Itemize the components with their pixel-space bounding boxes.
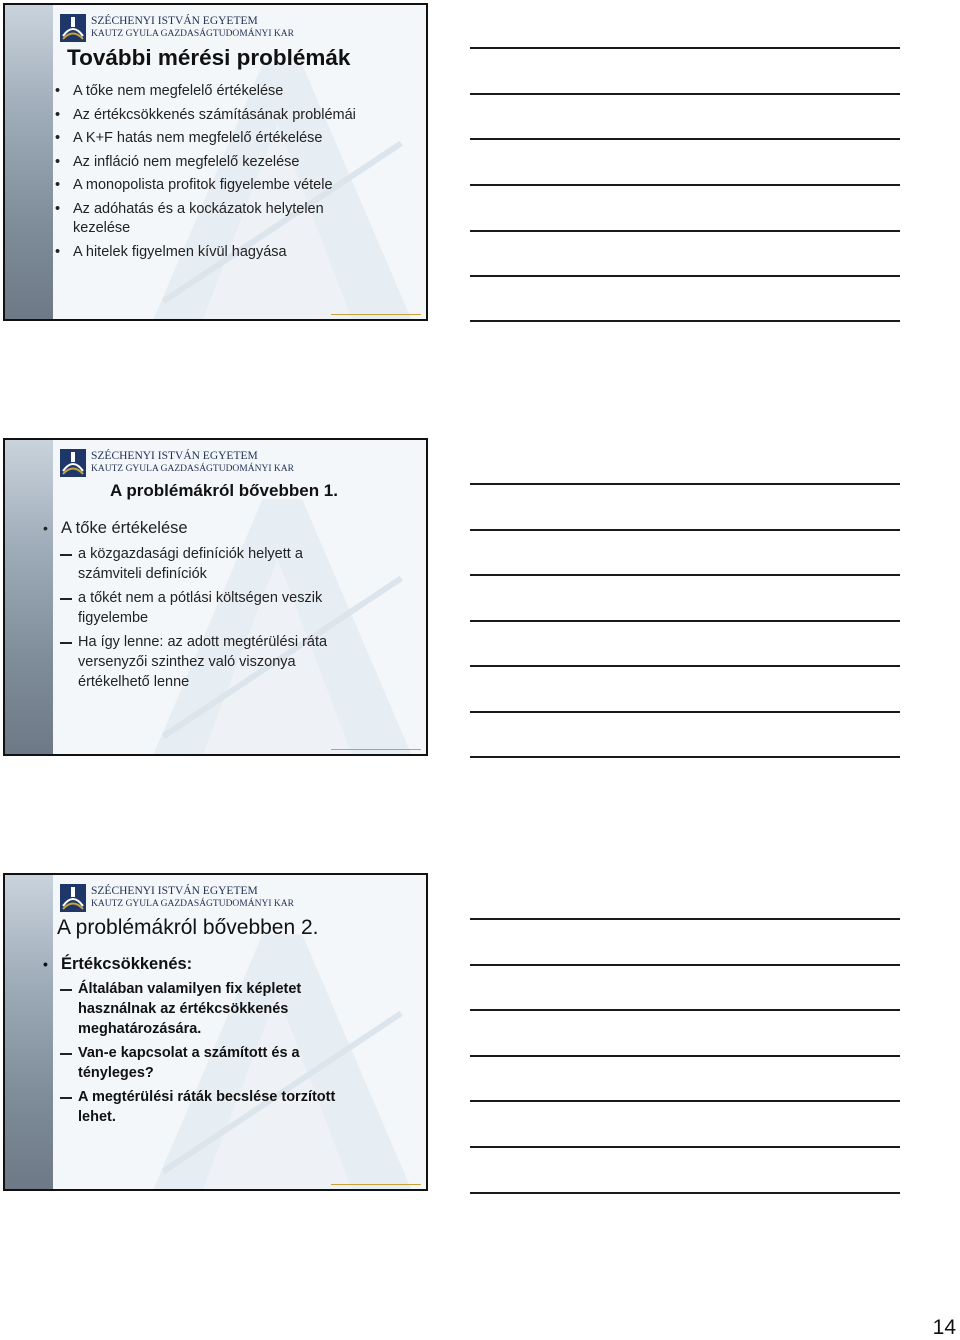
slide-sidebar-image [5,5,53,319]
note-line [470,138,900,140]
bullet-item: • A tőke értékelése [43,517,188,539]
bullet-item: • Értékcsökkenés: [43,953,192,975]
sub-bullet-item: A megtérülési ráták becslése torzított lehet. [60,1087,360,1127]
sub-bullet-item: a közgazdasági definíciók helyett a számviteli definíciók [60,544,370,584]
slide-sidebar-image [5,440,53,754]
bullet-item: • A monopolista profitok figyelembe vétele [55,176,400,196]
note-line [470,483,900,485]
footer-line [331,314,421,315]
slide-1 [3,3,428,321]
bullet-item: • A tőke nem megfelelő értékelése [55,82,400,102]
university-logo-icon [60,884,86,912]
note-line [470,711,900,713]
slide-header [60,881,294,915]
note-line [470,1100,900,1102]
bullet-item: • Az értékcsökkenés számításának problémái [55,106,400,126]
note-line [470,574,900,576]
note-line [470,665,900,667]
bullet-list [55,82,400,266]
bullet-item: • A K+F hatás nem megfelelő értékelése [55,129,400,149]
page-number: 14 [932,1316,956,1339]
sub-bullet-list [60,979,360,1131]
note-line [470,320,900,322]
note-line [470,93,900,95]
footer-line [331,749,421,750]
note-line [470,1009,900,1011]
slide-title: A problémákról bővebben 1. [110,481,338,500]
footer-line [331,1184,421,1185]
note-line [470,964,900,966]
sub-bullet-item: a tőkét nem a pótlási költségen veszik figyelembe [60,588,370,628]
sub-bullet-item: Ha így lenne: az adott megtérülési ráta versenyzői szinthez való viszonya értékelhető lenne [60,632,370,692]
slide-sidebar-image [5,875,53,1189]
slide-2 [3,438,428,756]
note-line [470,47,900,49]
bullet-item: • Az infláció nem megfelelő kezelése [55,153,400,173]
faculty-name: KAUTZ GYULA GAZDASÁGTUDOMÁNYI KAR [91,29,294,39]
university-name: SZÉCHENYI ISTVÁN EGYETEM [91,450,258,462]
university-name: SZÉCHENYI ISTVÁN EGYETEM [91,15,258,27]
university-name: SZÉCHENYI ISTVÁN EGYETEM [91,885,258,897]
slide-header [60,11,294,45]
sub-bullet-item: Van-e kapcsolat a számított és a tényleges? [60,1043,360,1083]
note-line [470,275,900,277]
faculty-name: KAUTZ GYULA GAZDASÁGTUDOMÁNYI KAR [91,899,294,909]
note-line [470,918,900,920]
slide-title: További mérési problémák [67,45,351,70]
note-line [470,1146,900,1148]
slide-title: A problémákról bővebben 2. [57,916,319,939]
note-line [470,230,900,232]
note-line [470,1192,900,1194]
sub-bullet-item: Általában valamilyen fix képletet használnak az értékcsökkenés meghatározására. [60,979,360,1039]
slide-header [60,446,294,480]
sub-bullet-list [60,544,370,696]
university-logo-icon [60,449,86,477]
note-line [470,184,900,186]
note-line [470,756,900,758]
bullet-item: • Az adóhatás és a kockázatok helytelen kezelése [55,200,373,239]
note-line [470,1055,900,1057]
faculty-name: KAUTZ GYULA GAZDASÁGTUDOMÁNYI KAR [91,464,294,474]
bullet-item: • A hitelek figyelmen kívül hagyása [55,243,400,263]
note-line [470,620,900,622]
university-logo-icon [60,14,86,42]
note-line [470,529,900,531]
slide-3 [3,873,428,1191]
